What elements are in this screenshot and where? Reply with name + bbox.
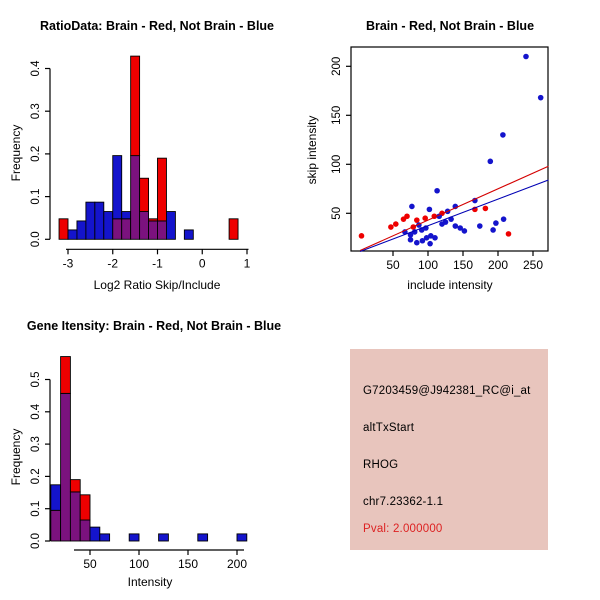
svg-text:50: 50 [331, 206, 343, 220]
gene-symbol-text: RHOG [363, 459, 399, 471]
svg-text:150: 150 [177, 557, 199, 571]
gene-info-box [350, 349, 548, 550]
svg-text:250: 250 [522, 258, 544, 272]
svg-text:200: 200 [226, 557, 248, 571]
svg-text:include intensity: include intensity [407, 278, 493, 292]
svg-text:-3: -3 [62, 256, 74, 271]
svg-text:0: 0 [198, 256, 206, 271]
svg-text:0.0: 0.0 [30, 231, 42, 248]
svg-text:Frequency: Frequency [9, 428, 23, 486]
pval-text: Pval: 2.000000 [363, 523, 443, 535]
svg-text:50: 50 [386, 258, 400, 272]
ratio-histogram [0, 0, 300, 300]
svg-text:1: 1 [243, 256, 251, 271]
svg-text:0.3: 0.3 [30, 436, 42, 453]
svg-text:0.5: 0.5 [30, 371, 42, 388]
svg-text:0.4: 0.4 [30, 403, 42, 420]
svg-text:-2: -2 [107, 256, 119, 271]
svg-text:150: 150 [452, 258, 474, 272]
locus-text: chr7.23362-1.1 [363, 496, 444, 508]
info-quadrant [300, 300, 600, 600]
svg-text:150: 150 [331, 105, 343, 125]
svg-text:0.4: 0.4 [30, 60, 42, 77]
svg-text:Frequency: Frequency [9, 124, 23, 182]
svg-text:0.1: 0.1 [30, 188, 42, 205]
splice-type-text: altTxStart [363, 422, 415, 434]
svg-text:skip intensity: skip intensity [305, 115, 319, 185]
svg-text:0.1: 0.1 [30, 500, 42, 517]
svg-text:-1: -1 [152, 256, 163, 271]
svg-text:0.2: 0.2 [30, 468, 42, 485]
svg-text:Brain - Red, Not Brain - Blue: Brain - Red, Not Brain - Blue [365, 19, 535, 33]
probe-id-text: G7203459@J942381_RC@i_at [363, 385, 531, 397]
svg-text:0.0: 0.0 [30, 533, 42, 549]
svg-text:100: 100 [128, 557, 150, 571]
svg-text:0.3: 0.3 [30, 103, 42, 120]
svg-text:Gene Itensity: Brain - Red, No: Gene Itensity: Brain - Red, Not Brain - Blue [26, 319, 282, 333]
skip-include-scatter [300, 0, 600, 300]
svg-text:100: 100 [417, 258, 439, 272]
gene-intensity-histogram [0, 300, 300, 600]
svg-text:100: 100 [331, 154, 343, 174]
svg-text:50: 50 [83, 557, 97, 571]
svg-text:200: 200 [331, 56, 343, 76]
svg-text:200: 200 [487, 258, 509, 272]
svg-text:0.2: 0.2 [30, 145, 42, 162]
svg-text:Log2 Ratio Skip/Include: Log2 Ratio Skip/Include [93, 278, 221, 292]
svg-text:RatioData: Brain - Red, Not Br: RatioData: Brain - Red, Not Brain - Blue [39, 19, 275, 33]
svg-text:Intensity: Intensity [127, 575, 173, 589]
